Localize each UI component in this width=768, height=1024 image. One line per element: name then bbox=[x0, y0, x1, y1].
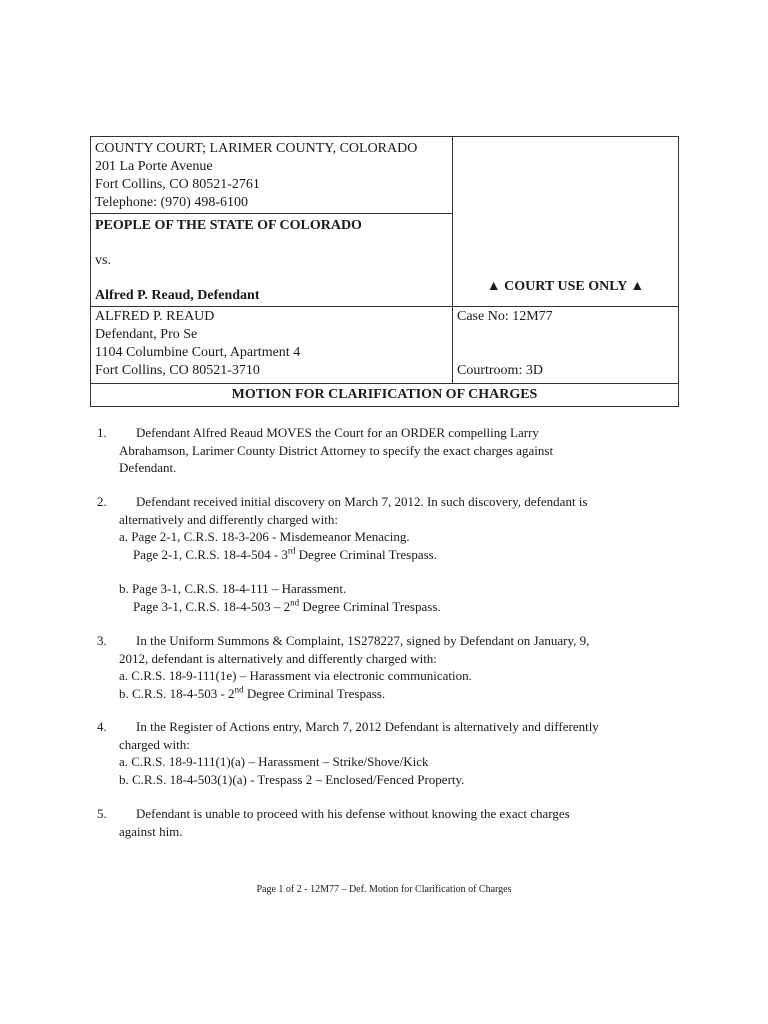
case-number: Case No: 12M77 bbox=[457, 309, 553, 324]
paragraph-number: 3. bbox=[97, 633, 107, 648]
paragraph-line: Defendant Alfred Reaud MOVES the Court for an ORDER compelling Larry bbox=[136, 425, 539, 440]
paragraph-3 bbox=[97, 632, 677, 702]
defendant-block-address1: 1104 Columbine Court, Apartment 4 bbox=[95, 345, 301, 360]
paragraph-number: 2. bbox=[97, 494, 107, 509]
paragraph-line: charged with: bbox=[119, 736, 190, 752]
paragraph-line: alternatively and differently charged with: bbox=[119, 511, 338, 527]
versus-text: vs. bbox=[95, 253, 111, 268]
charge-item: b. C.R.S. 18-4-503 - 2nd Degree Criminal Trespass. bbox=[119, 684, 386, 701]
defendant-name: Alfred P. Reaud, Defendant bbox=[95, 288, 260, 303]
defendant-info-cell bbox=[91, 307, 453, 384]
paragraph-line: Defendant received initial discovery on March 7, 2012. In such discovery, defendant is bbox=[136, 494, 588, 509]
paragraph-1 bbox=[97, 424, 677, 477]
paragraph-line: In the Uniform Summons & Complaint, 1S278227, signed by Defendant on January, 9, bbox=[136, 633, 590, 648]
charge-item: b. C.R.S. 18-4-503(1)(a) - Trespass 2 – Enclosed/Fenced Property. bbox=[119, 771, 465, 787]
defendant-block-address2: Fort Collins, CO 80521-3710 bbox=[95, 363, 260, 378]
paragraph-line: In the Register of Actions entry, March 7, 2012 Defendant is alternatively and differently bbox=[136, 719, 599, 734]
paragraph-5 bbox=[97, 805, 677, 840]
parties-cell bbox=[91, 214, 453, 307]
paragraph-line: Defendant. bbox=[119, 460, 177, 475]
charge-item: a. Page 2-1, C.R.S. 18-3-206 - Misdemeanor Menacing. bbox=[119, 529, 410, 544]
court-address-line1: 201 La Porte Avenue bbox=[95, 159, 213, 174]
charge-item: Page 2-1, C.R.S. 18-4-504 - 3rd Degree Criminal Trespass. bbox=[133, 545, 437, 562]
paragraph-number: 1. bbox=[97, 425, 107, 440]
courtroom: Courtroom: 3D bbox=[457, 363, 543, 378]
court-telephone: Telephone: (970) 498-6100 bbox=[95, 195, 248, 210]
paragraph-line: against him. bbox=[119, 823, 183, 839]
paragraph-number: 4. bbox=[97, 719, 107, 734]
case-info-cell bbox=[453, 307, 678, 384]
charge-item: b. Page 3-1, C.R.S. 18-4-111 – Harassment. bbox=[119, 581, 347, 596]
court-use-only-label: ▲ COURT USE ONLY ▲ bbox=[486, 279, 645, 294]
paragraph-4 bbox=[97, 718, 677, 788]
charge-item: a. C.R.S. 18-9-111(1)(a) – Harassment – Strike/Shove/Kick bbox=[119, 754, 429, 769]
case-caption-table bbox=[90, 136, 679, 407]
court-address-line2: Fort Collins, CO 80521-2761 bbox=[95, 177, 260, 192]
defendant-block-role: Defendant, Pro Se bbox=[95, 327, 198, 342]
charge-item: Page 3-1, C.R.S. 18-4-503 – 2nd Degree Criminal Trespass. bbox=[133, 597, 441, 614]
paragraph-number: 5. bbox=[97, 806, 107, 821]
paragraph-2 bbox=[97, 493, 677, 615]
court-info-cell bbox=[91, 137, 453, 214]
paragraph-line: 2012, defendant is alternatively and differently charged with: bbox=[119, 650, 437, 666]
paragraph-line: Defendant is unable to proceed with his defense without knowing the exact charges bbox=[136, 806, 570, 821]
defendant-block-name: ALFRED P. REAUD bbox=[95, 309, 215, 324]
plaintiff-name: PEOPLE OF THE STATE OF COLORADO bbox=[95, 218, 362, 233]
page-footer: Page 1 of 2 - 12M77 – Def. Motion for Clarification of Charges bbox=[256, 884, 512, 895]
charge-item: a. C.R.S. 18-9-111(1e) – Harassment via electronic communication. bbox=[119, 668, 472, 683]
motion-title: MOTION FOR CLARIFICATION OF CHARGES bbox=[231, 387, 538, 402]
paragraph-line: Abrahamson, Larimer County District Attorney to specify the exact charges against bbox=[119, 442, 554, 458]
court-use-cell bbox=[453, 137, 678, 307]
court-name: COUNTY COURT; LARIMER COUNTY, COLORADO bbox=[95, 141, 418, 156]
